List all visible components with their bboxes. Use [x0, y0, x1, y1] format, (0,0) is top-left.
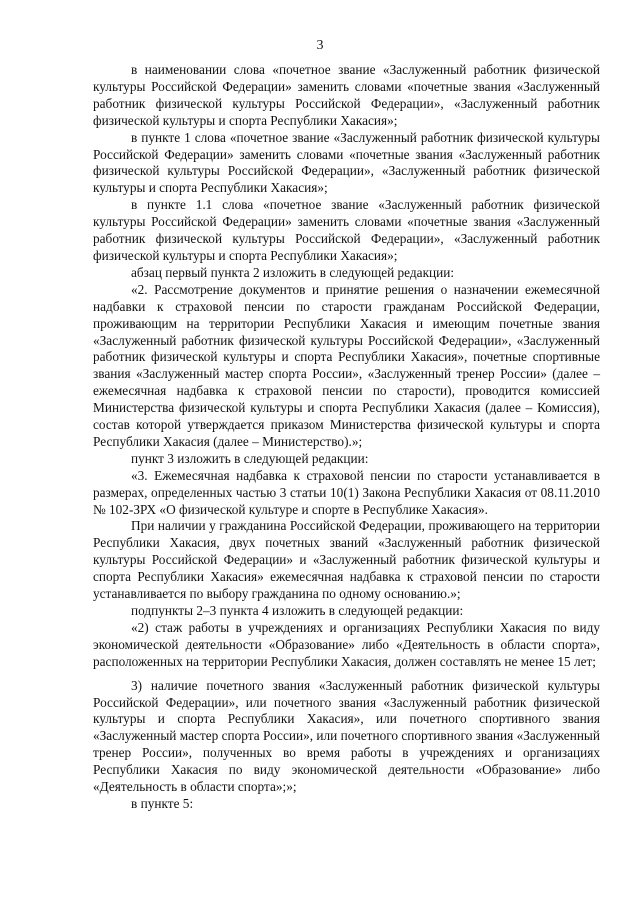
page-number: 3 — [316, 38, 324, 53]
paragraph-point-3-intro: пункт 3 изложить в следующей редакции: — [131, 450, 369, 466]
paragraph-subpoint-3: 3) наличие почетного звания «Заслуженный работник физической культуры Российской Федерации», или почетного звания «Заслуженный работник физической культуры и спорта Республики Хакасия», или почетного спортивного звания «Заслуженный мастер спорта России», или почетного спортивного звания «Заслуженный тренер России», полученных во время работы в учреждениях и организациях Республики Хакасия по виду экономической деятельности «Образование» либо «Деятельность в области спорта»;»; — [93, 677, 600, 795]
paragraph-point-2-text: «2. Рассмотрение документов и принятие решения о назначении ежемесячной надбавки к страховой пенсии по старости гражданам Российской Федерации, проживающим на территории Республики Хакасия и имеющим почетные звания «Заслуженный работник физической культуры Российской Федерации», «Заслуженный работник физической культуры и спорта Республики Хакасия», почетные спортивные звания «Заслуженный мастер спорта России», «Заслуженный тренер России» (далее – ежемесячная надбавка к страховой пенсии по старости), проводится комиссией Министерства физической культуры и спорта Республики Хакасия (далее – Комиссия), состав которой утверждается приказом Министерства физической культуры и спорта Республики Хакасия (далее – Министерство).»; — [93, 281, 600, 449]
paragraph-subpoint-2: «2) стаж работы в учреждениях и организациях Республики Хакасия по виду экономической деятельности «Образование» либо «Деятельность в области спорта», расположенных на территории Республики Хакасия, должен составлять не менее 15 лет; — [93, 619, 600, 669]
paragraph-point-3-second: При наличии у гражданина Российской Федерации, проживающего на территории Республики Хакасия, двух почетных званий «Заслуженный работник физической культуры Российской Федерации» и «Заслуженный работник физической культуры и спорта Республики Хакасия» ежемесячная надбавка к страховой пенсии по старости устанавливается по выбору гражданина по одному основанию.»; — [93, 518, 600, 602]
paragraph-point-1-1: в пункте 1.1 слова «почетное звание «Заслуженный работник физической культуры Российской Федерации» заменить словами «почетные звания «Заслуженный работник физической культуры Российской Федерации», «Заслуженный работник физической культуры и спорта Республики Хакасия»; — [93, 197, 600, 263]
paragraph-point-5-intro: в пункте 5: — [131, 795, 194, 811]
paragraph-point-3-text: «3. Ежемесячная надбавка к страховой пенсии по старости устанавливается в размерах, определенных частью 3 статьи 10(1) Закона Республики Хакасия от 08.11.2010 № 102-ЗРХ «О физической культуре и спорте в Республике Хакасия». — [93, 467, 600, 517]
paragraph-point-1: в пункте 1 слова «почетное звание «Заслуженный работник физической культуры Российской Федерации» заменить словами «почетные звания «Заслуженный работник физической культуры Российской Федерации», «Заслуженный работник физической культуры и спорта Республики Хакасия»; — [93, 129, 600, 196]
document-body — [93, 62, 600, 813]
paragraph-name-change: в наименовании слова «почетное звание «Заслуженный работник физической культуры Российской Федерации» заменить словами «почетные звания «Заслуженный работник физической культуры Российской Федерации», «Заслуженный работник физической культуры и спорта Республики Хакасия»; — [93, 62, 600, 128]
paragraph-point-4-intro: подпункты 2–3 пункта 4 изложить в следующей редакции: — [131, 603, 464, 618]
paragraph-point-2-intro: абзац первый пункта 2 изложить в следующей редакции: — [131, 264, 455, 280]
